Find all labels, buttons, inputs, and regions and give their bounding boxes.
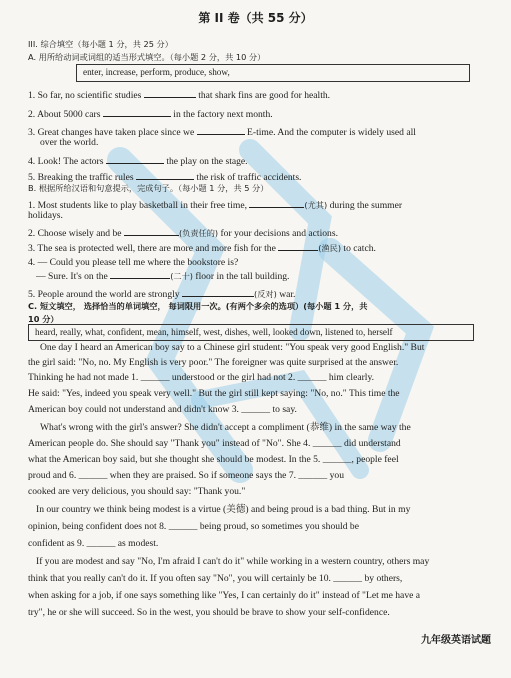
item-b3 [28,241,485,255]
part-c-title-cont: 10 分） [28,314,59,324]
hint-b4: (二十) [170,271,193,281]
item-b2 [28,226,485,240]
passage-line: He said: "Yes, indeed you speak very well." But the girl still kept saying: "No, no." This time the [28,388,400,399]
item-b4-text-end: floor in the tall building. [195,271,290,282]
section-title: III. 综合填空（每小题 1 分，共 25 分） [28,39,173,49]
part-a-title: A. 用所给动词或词组的适当形式填空。（每小题 2 分，共 10 分） [28,52,266,62]
item-b4-answer-text: — Sure. It's on the [36,271,108,282]
passage-line: American people do. She should say "Thank you" instead of "No". She 4. ______ did understand [28,438,401,449]
page-title: 第 II 卷（共 55 分） [198,11,313,25]
item-a3-text-end: E-time. And the computer is widely used all [247,127,416,138]
item-b5-text-end: war. [279,289,296,300]
hint-b5: (反对) [254,289,277,299]
blank-b4[interactable] [110,269,170,279]
item-b5-text: 5. People around the world are strongly [28,289,180,300]
item-b4-answer [36,269,485,283]
item-b2-text: 2. Choose wisely and be [28,228,122,239]
item-b1-text: 1. Most students like to play basketball in their free time, [28,200,248,211]
part-c-title: C. 短文填空， 选择恰当的单词填空， 每词限用一次。(有两个多余的选项）(每小题 1 分，共 [28,301,368,311]
blank-a5[interactable] [136,170,194,180]
item-a2-text: 2. About 5000 cars [28,109,101,120]
word-box-c [28,324,474,341]
passage-line: proud and 6. ______ when they are praised. So if someone says the 7. ______ you [28,470,345,481]
blank-b1[interactable] [249,198,304,208]
passage-line: If you are modest and say "No, I'm afraid I can't do it" while working in a western country, others may [36,556,430,567]
hint-b1: (尤其) [304,200,328,210]
item-b2-text-end: for your decisions and actions. [220,228,338,239]
item-a1-text-end: that shark fins are good for health. [198,90,331,101]
blank-a4[interactable] [106,154,164,164]
passage-line: cooked are very delicious, you should say: "Thank you." [28,486,246,497]
item-a2 [28,107,485,121]
passage-line: try", he or she will succeed. So in the west, you should be brave to show your self-confidence. [28,607,390,618]
word-box-a [76,64,470,82]
item-b1-text-end: during the summer [329,200,403,211]
passage-line: What's wrong with the girl's answer? She didn't accept a compliment (恭维) in the same way the [40,422,411,433]
passage-line: when asking for a job, if one says something like "Yes, I can certainly do it" instead of "Let me have a [28,590,421,601]
item-a5-text-end: the risk of traffic accidents. [196,172,302,183]
item-a5-text: 5. Breaking the traffic rules [28,172,134,183]
item-a4-text-end: the play on the stage. [166,156,248,167]
passage-line: confident as 9. ______ as modest. [28,538,159,549]
footer-label: 九年级英语试题 [421,635,491,646]
passage-line: opinion, being confident does not 8. ______ being proud, so sometimes you should be [28,521,359,532]
passage-line: In our country we think being modest is a virtue (美德) and being proud is a bad thing. But in my [36,504,411,515]
item-a4 [28,154,485,168]
blank-b5[interactable] [182,287,254,297]
item-a3-text: 3. Great changes have taken place since we [28,127,195,138]
passage-line: Thinking he had not made 1. ______ understood or the girl had not 2. ______ him clearly. [28,372,375,383]
item-a1-text: 1. So far, no scientific studies [28,90,142,101]
passage-line: what the American boy said, but she thought she should be modest. In the 5. ______, people feel [28,454,399,465]
part-b-title: B. 根据所给汉语和句意提示，完成句子。（每小题 1 分，共 5 分） [28,183,269,193]
item-b3-text-end: to catch. [343,243,376,254]
passage-line: think that you really can't do it. If you often say "No", you will certainly be 10. ______ by others, [28,573,403,584]
passage-line: American boy could not understand and didn't know 3. ______ to say. [28,404,297,415]
word-box-a-text: enter, increase, perform, produce, show, [83,67,230,77]
blank-b2[interactable] [124,226,179,236]
hint-b3: (渔民) [318,243,342,253]
word-box-c-text: heard, really, what, confident, mean, himself, west, dishes, well, looked down, listened to, herself [35,327,393,337]
passage-line: the girl said: "No, no. My English is very poor." The foreigner was quite surprised at the answer. [28,357,399,368]
item-a2-text-end: in the factory next month. [173,109,273,120]
hint-b2: (负责任的) [178,228,219,238]
blank-a1[interactable] [144,88,196,98]
blank-b3[interactable] [278,241,318,251]
item-a1 [28,88,485,102]
passage-line: One day I heard an American boy say to a Chinese girl student: "You speak very good English." But [40,342,425,353]
item-a4-text: 4. Look! The actors [28,156,104,167]
blank-a3[interactable] [197,125,245,135]
item-b5 [28,287,485,301]
item-b1-cont: holidays. [28,210,63,221]
item-b3-text: 3. The sea is protected well, there are more and more fish for the [28,243,276,254]
item-a3-cont: over the world. [40,137,99,148]
item-b4: 4. — Could you please tell me where the bookstore is? [28,257,239,268]
blank-a2[interactable] [103,107,171,117]
